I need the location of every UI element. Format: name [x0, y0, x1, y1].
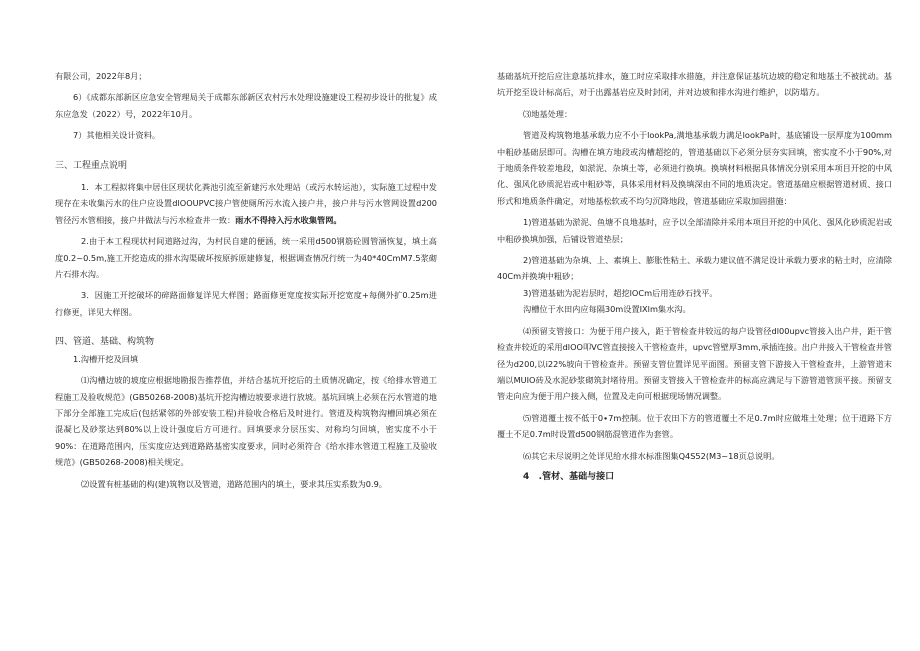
key-point-3: 3．因施工开挖破坏的碎路面修复详见大样图；路面修更宽度按实际开挖宽度+每侧外扩0.25m进行修更，详见大样图。	[55, 290, 437, 317]
key-point-1	[55, 179, 437, 228]
section-4-heading	[497, 469, 892, 485]
foundation-rule-1: 1)管道基础为淤泥、鱼塘不良地基时，应予以全部清除并采用本项目开挖的中风化、强风化砂质泥岩或中粗砂换填加强，后铺设管道垫层；	[497, 217, 892, 244]
ref-item-7: 7）其他相关设计资料。	[73, 130, 161, 141]
foundation-rule-3: 3)管道基础为泥岩层时，超挖lOCm后用连砂石找平。	[523, 287, 718, 298]
key-point-2: 2.由于本工程现状村间道路过沟，为村民自建的便涵，统一采用d500钢筋砼圆管涵恢复，填土高度0.2~0.5m,施工开挖造成的排水沟渠破坏按原拆原建修复，根据调查情况行统一为40*40CmM7.5浆砌片石排水沟。	[55, 236, 437, 280]
foundation-treatment-title: ⑶地基处理：	[523, 108, 573, 119]
section-4-title: 四、管道、基础、构筑物	[55, 337, 155, 348]
branch-pipe-paragraph: ⑷预留支管接口：为便于用户接入，距于管检查井较远的每户设管径dl00upvc管接入出户井，距干管检查井较近的采用dlOO叩VC管直接接入干管检查井，upvc管壁厚3mm,承插连接。出户井接入干管检查井管径为d200,以i22%坡向干管检查井。预留支管位置详见平面图。预留支管下游接入干管检查井，上游管道末端以MUIO砖及水泥砂浆砌筑封堵待用。预留支管接入干管检查井的标高应满足与下游管道管顶平接。预留支管走向应为便于用户接入侧，位置及走向可根据现场情况调整。	[497, 325, 892, 402]
foundation-paragraph: 管道及构筑物地基承载力应不小于lookPa,满地基承载力满足lookPa时，基底铺设一层厚度为100mm中粗砂基础层即可。沟槽在填方地段或沟槽超挖的，管道基础以下必须分层夯实回填，密实度不小于90%,对于地质条件较差地段，如淤泥、杂填土等，必须进行换填。换填材料根据具体情况分别采用本项目开挖的中风化、强风化砂质泥岩或中粗砂等，具体采用材料及换填深由不同的地质决定。管道基础应根据管道材质、接口形式和地质条件确定，对地基松软或不均匀沉降地段，管道基础应采取加固措施：	[497, 130, 892, 206]
key-point-1-emphasis: 雨水不得持入污水收集管网。	[235, 214, 342, 225]
excavation-continuation: 基础基坑开挖后应注意基坑排水，施工时应采取排水措施，并注意保证基坑边坡的稳定和地基土不被扰动。基坑开挖至设计标高后，对于出露基岩应及时封闭，并对边坡和排水沟进行维护，以防塌方。	[497, 71, 892, 98]
left-column	[55, 68, 437, 492]
right-column	[497, 68, 892, 485]
sump-note: 沟槽位于水田内应每隔30m设置IXlm集水沟。	[523, 304, 691, 315]
subsection-1-title: 1.沟槽开挖及回填	[73, 353, 139, 364]
other-notes: ⑹其它未尽说明之处详见给水排水标准图集Q4S52(M3~18页总说明。	[523, 450, 780, 461]
trench-paragraph-1: ⑴沟槽边坡的坡度应根据地勘报告推荐值，并结合基坑开挖后的土质情况确定，按《给排水管道工程施工及验收规范》(GB50268-2008)基坑开挖沟槽边坡要求进行放坡。基坑回填上必须在污水管道的地下部分全部施工完成后(包括紧邻的外部安装工程)并验收合格后及时进行。管道及构筑物沟槽回填必须在混凝匕及砂浆达到80%以上设计强度后方可进行。回填要求分层压实、对称均匀回填，密实度不小于90%：在道路范围内，压实度应达到道路路基密实度要求，同时必须符合《给水排水管道工程施工及验收规范》(GB50268-2008)相关规定。	[55, 375, 437, 468]
foundation-rule-2: 2)管道基础为杂填、上、素填上、膨胀性粘土、承载力建议值不满足设计承载力要求的粘土时，应清除40Cm并换填中粗砂；	[497, 255, 892, 282]
ref-continuation: 有限公司，2022年8月；	[55, 71, 147, 81]
section-4-number: 4	[523, 471, 530, 482]
pipe-cover-paragraph: ⑸管道覆土按不低于0∙7m控制。位于农田下方的管道覆土不足0.7m时应做堆土处理；位于道路下方覆土不足0.7m时设置d500钢筋混管道作为套管。	[497, 412, 892, 440]
section-4-label: .管材、基础与接口	[538, 471, 615, 482]
section-3-title: 三、工程重点说明	[55, 160, 128, 171]
ref-item-6: 6）《成都东部新区应急安全管理局关于成都东部新区农村污水处理设施建设工程初步设计的批复》成东应急发（2022）号，2022年10月。	[55, 92, 437, 119]
trench-paragraph-2: ⑵设置有桩基础的构(建)筑物以及管道，道路范围内的填土，要求其压实系数为0.9。	[81, 478, 387, 489]
key-point-1-text: 1．本工程拟将集中居住区现状化粪池引流至新建污水处理站（或污水转运池），实际施工过程中发现存在未收集污水的住户应设置dlOOUPVC接户管使厕所污水流入接户井，接户井与污水管网设置d200管径污水管相接，接户井做法与污水检查井一致：	[55, 182, 437, 225]
